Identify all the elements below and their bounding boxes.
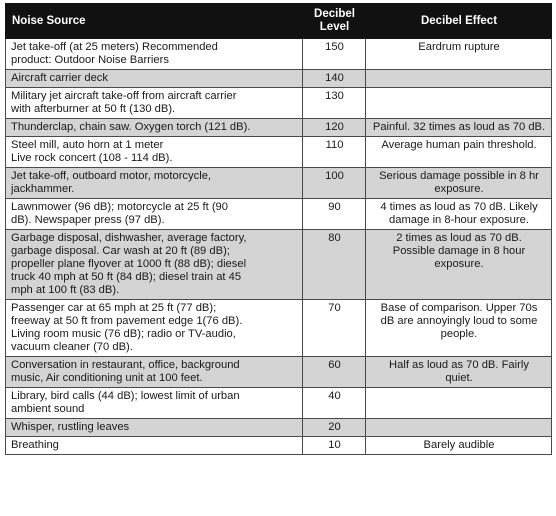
decibel-effect-cell [366, 437, 552, 455]
decibel-effect-line: 2 times as loud as 70 dB. [396, 232, 522, 244]
noise-source-line: Garbage disposal, dishwasher, average factory, [11, 232, 247, 244]
decibel-effect-line: 4 times as loud as 70 dB. Likely [380, 201, 538, 213]
noise-source-line: freeway at 50 ft from pavement edge 1(76 dB). [11, 315, 243, 327]
noise-source-line: propeller plane flyover at 1000 ft (88 dB); diesel [11, 258, 247, 270]
noise-source-line: Living room music (76 dB); radio or TV-audio, [11, 328, 236, 340]
table-row [6, 119, 552, 137]
noise-source-line: Military jet aircraft take-off from aircraft carrier [11, 90, 237, 102]
noise-source-line: Thunderclap, chain saw. Oxygen torch (121 dB). [11, 121, 251, 133]
decibel-effect-line: Half as loud as 70 dB. Fairly [389, 359, 529, 371]
noise-source-line: Passenger car at 65 mph at 25 ft (77 dB); [11, 302, 217, 314]
header-row [6, 4, 552, 39]
table-row [6, 199, 552, 230]
decibel-effect-line: Painful. 32 times as loud as 70 dB. [372, 121, 546, 133]
decibel-level-cell: 120 [303, 119, 366, 137]
noise-source-cell [6, 199, 303, 230]
decibel-effect-line: Barely audible [423, 439, 495, 451]
noise-source-cell [6, 437, 303, 455]
noise-source-cell [6, 300, 303, 357]
decibel-level-cell: 60 [303, 357, 366, 388]
decibel-effect-cell [366, 137, 552, 168]
noise-source-cell [6, 39, 303, 70]
noise-source-line: Whisper, rustling leaves [11, 421, 130, 433]
noise-source-line: Lawnmower (96 dB); motorcycle at 25 ft (90 [11, 201, 229, 213]
header-decibel-level-line-2: Level [319, 21, 350, 33]
table-row [6, 300, 552, 357]
decibel-effect-cell [366, 119, 552, 137]
noise-source-line: Conversation in restaurant, office, background [11, 359, 240, 371]
noise-source-line: Live rock concert (108 - 114 dB). [11, 152, 173, 164]
decibel-effect-line: exposure. [434, 183, 484, 195]
decibel-effect-cell [366, 88, 552, 119]
noise-source-cell [6, 119, 303, 137]
decibel-effect-cell [366, 39, 552, 70]
decibel-effect-line: Base of comparison. Upper 70s [380, 302, 538, 314]
noise-source-line: jackhammer. [11, 183, 75, 195]
decibel-level-cell: 10 [303, 437, 366, 455]
decibel-level-cell: 80 [303, 230, 366, 300]
decibel-effect-line: dB are annoyingly loud to some [380, 315, 538, 327]
decibel-level-cell: 110 [303, 137, 366, 168]
decibel-effect-cell [366, 357, 552, 388]
decibel-level-cell: 20 [303, 419, 366, 437]
table-row [6, 437, 552, 455]
noise-source-line: ambient sound [11, 403, 85, 415]
table-row [6, 137, 552, 168]
noise-source-line: product: Outdoor Noise Barriers [11, 54, 169, 66]
header-decibel-level [303, 4, 366, 39]
decibel-effect-cell [366, 199, 552, 230]
decibel-level-cell: 100 [303, 168, 366, 199]
noise-source-line: with afterburner at 50 ft (130 dB). [11, 103, 176, 115]
decibel-effect-cell [366, 168, 552, 199]
decibel-level-cell: 40 [303, 388, 366, 419]
decibel-effect-line: Eardrum rupture [418, 41, 500, 53]
noise-source-line: Steel mill, auto horn at 1 meter [11, 139, 164, 151]
table-row [6, 357, 552, 388]
decibel-effect-cell [366, 300, 552, 357]
decibel-effect-cell [366, 70, 552, 88]
decibel-effect-cell [366, 230, 552, 300]
decibel-effect-line: Serious damage possible in 8 hr [379, 170, 539, 182]
noise-source-line: mph at 100 ft (83 dB). [11, 284, 120, 296]
decibel-level-cell: 130 [303, 88, 366, 119]
header-decibel-effect: Decibel Effect [366, 4, 552, 39]
table-row [6, 39, 552, 70]
noise-source-line: Jet take-off (at 25 meters) Recommended [11, 41, 218, 53]
noise-source-cell [6, 230, 303, 300]
table-row [6, 88, 552, 119]
noise-source-line: Breathing [11, 439, 59, 451]
decibel-level-cell: 90 [303, 199, 366, 230]
noise-source-line: truck 40 mph at 50 ft (84 dB); diesel train at 45 [11, 271, 242, 283]
noise-table-container [5, 3, 551, 455]
table-row [6, 419, 552, 437]
table-header [6, 4, 552, 39]
noise-decibel-table [5, 3, 552, 455]
decibel-effect-line: Average human pain threshold. [381, 139, 537, 151]
noise-source-line: Aircraft carrier deck [11, 72, 108, 84]
decibel-effect-line: people. [440, 328, 478, 340]
noise-source-cell [6, 137, 303, 168]
table-row [6, 168, 552, 199]
noise-source-line: vacuum cleaner (70 dB). [11, 341, 133, 353]
noise-source-cell [6, 388, 303, 419]
noise-source-line: garbage disposal. Car wash at 20 ft (89 dB); [11, 245, 230, 257]
decibel-effect-line: quiet. [445, 372, 473, 384]
noise-source-line: Jet take-off, outboard motor, motorcycle, [11, 170, 212, 182]
noise-source-line: Library, bird calls (44 dB); lowest limit of urban [11, 390, 240, 402]
header-noise-source: Noise Source [6, 4, 303, 39]
noise-source-cell [6, 88, 303, 119]
table-row [6, 230, 552, 300]
header-decibel-level-line-1: Decibel [314, 8, 355, 20]
decibel-level-cell: 150 [303, 39, 366, 70]
table-row [6, 388, 552, 419]
decibel-level-cell: 70 [303, 300, 366, 357]
decibel-effect-cell [366, 419, 552, 437]
decibel-effect-line: damage in 8-hour exposure. [389, 214, 529, 226]
decibel-effect-line: Possible damage in 8 hour [392, 245, 526, 257]
decibel-level-cell: 140 [303, 70, 366, 88]
noise-source-line: music, Air conditioning unit at 100 feet. [11, 372, 203, 384]
noise-source-cell [6, 357, 303, 388]
noise-source-line: dB). Newspaper press (97 dB). [11, 214, 165, 226]
noise-source-cell [6, 168, 303, 199]
noise-source-cell [6, 419, 303, 437]
decibel-effect-cell [366, 388, 552, 419]
table-body [6, 39, 552, 455]
table-row [6, 70, 552, 88]
decibel-effect-line: exposure. [434, 258, 484, 270]
noise-source-cell [6, 70, 303, 88]
